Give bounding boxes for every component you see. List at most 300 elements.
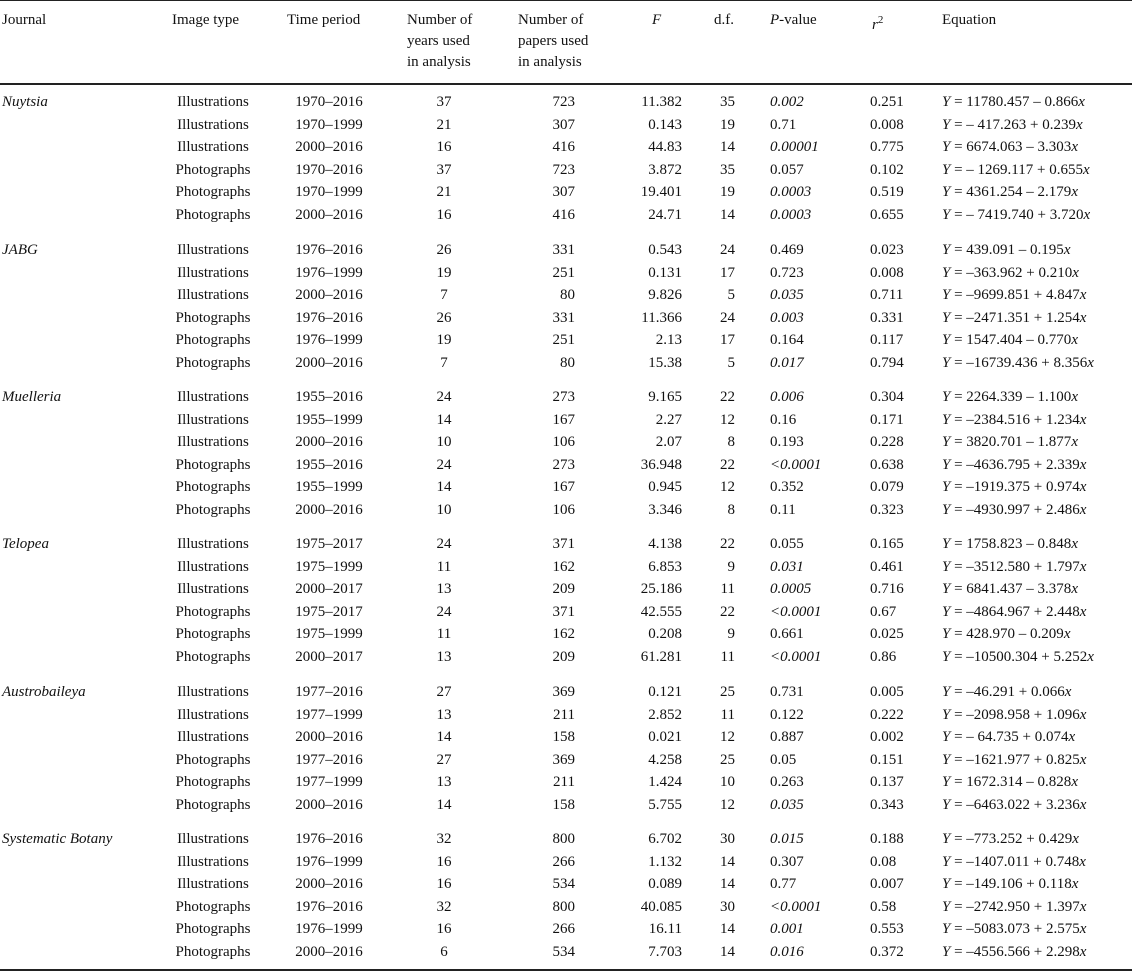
equation-x-symbol: x bbox=[1071, 876, 1079, 892]
r2-cell: 0.117 bbox=[870, 332, 904, 348]
equation-x-symbol: x bbox=[1071, 389, 1078, 405]
equation-cell bbox=[942, 330, 1078, 350]
r2-cell: 0.331 bbox=[870, 310, 904, 326]
journal-name: Austrobaileya bbox=[2, 684, 86, 700]
header-papers-line2: papers used bbox=[518, 33, 589, 49]
equation-body: = –10500.304 + 5.252 bbox=[950, 649, 1088, 665]
papers-cell: 251 bbox=[552, 265, 575, 281]
f-value-cell: 4.138 bbox=[648, 536, 682, 552]
equation-body: = –363.962 + 0.210 bbox=[950, 265, 1073, 281]
time-period-cell: 1955–2016 bbox=[295, 457, 363, 473]
years-cell: 27 bbox=[436, 752, 452, 768]
equation-body: = 6674.063 – 3.303 bbox=[950, 139, 1072, 155]
equation-x-symbol: x bbox=[1079, 854, 1086, 870]
header-p-suffix: -value bbox=[779, 12, 817, 28]
f-value-cell: 1.424 bbox=[648, 774, 682, 790]
f-value-cell: 1.132 bbox=[648, 854, 682, 870]
df-cell: 14 bbox=[720, 139, 735, 155]
p-value-cell: 0.193 bbox=[770, 434, 804, 450]
image-type-cell: Illustrations bbox=[177, 94, 249, 110]
equation-cell bbox=[942, 432, 1078, 452]
papers-cell: 273 bbox=[552, 389, 575, 405]
p-value-cell: 0.122 bbox=[770, 707, 804, 723]
years-cell: 27 bbox=[436, 684, 452, 700]
p-value-cell: <0.0001 bbox=[770, 899, 822, 915]
image-type-cell: Illustrations bbox=[177, 242, 249, 258]
r2-cell: 0.025 bbox=[870, 626, 904, 642]
equation-x-symbol: x bbox=[1064, 684, 1072, 700]
equation-y-symbol: Y bbox=[942, 831, 951, 847]
p-value-cell: 0.006 bbox=[770, 389, 804, 405]
r2-cell: 0.222 bbox=[870, 707, 904, 723]
r2-cell: 0.67 bbox=[870, 604, 897, 620]
f-value-cell: 40.085 bbox=[640, 899, 682, 915]
header-image-type: Image type bbox=[172, 12, 240, 28]
papers-cell: 369 bbox=[552, 752, 575, 768]
time-period-cell: 1977–1999 bbox=[295, 774, 363, 790]
equation-body: = – 7419.740 + 3.720 bbox=[950, 207, 1084, 223]
years-cell: 14 bbox=[436, 479, 452, 495]
papers-cell: 158 bbox=[552, 797, 575, 813]
equation-y-symbol: Y bbox=[942, 854, 951, 870]
equation-cell bbox=[942, 874, 1078, 894]
r2-cell: 0.638 bbox=[870, 457, 904, 473]
equation-body: = –16739.436 + 8.356 bbox=[950, 355, 1088, 371]
p-value-cell: 0.16 bbox=[770, 412, 797, 428]
r2-cell: 0.711 bbox=[870, 287, 904, 303]
equation-body: = –3512.580 + 1.797 bbox=[950, 559, 1080, 575]
image-type-cell: Photographs bbox=[175, 162, 251, 178]
f-value-cell: 61.281 bbox=[640, 649, 682, 665]
f-value-cell: 0.121 bbox=[648, 684, 682, 700]
p-value-cell: 0.0005 bbox=[770, 581, 812, 597]
f-value-cell: 3.872 bbox=[648, 162, 682, 178]
equation-y-symbol: Y bbox=[942, 117, 951, 133]
equation-body: = – 417.263 + 0.239 bbox=[950, 117, 1077, 133]
journal-name: Muelleria bbox=[2, 389, 62, 405]
p-value-cell: 0.164 bbox=[770, 332, 804, 348]
time-period-cell: 1975–2017 bbox=[295, 536, 363, 552]
image-type-cell: Illustrations bbox=[177, 581, 249, 597]
equation-x-symbol: x bbox=[1079, 707, 1087, 723]
years-cell: 16 bbox=[436, 876, 452, 892]
years-cell: 32 bbox=[436, 831, 452, 847]
time-period-cell: 2000–2016 bbox=[295, 797, 363, 813]
image-type-cell: Photographs bbox=[175, 921, 251, 937]
equation-body: = –4556.566 + 2.298 bbox=[950, 944, 1080, 960]
equation-x-symbol: x bbox=[1071, 581, 1078, 597]
papers-cell: 209 bbox=[552, 581, 575, 597]
f-value-cell: 6.702 bbox=[648, 831, 682, 847]
p-value-cell: 0.015 bbox=[770, 831, 804, 847]
equation-y-symbol: Y bbox=[942, 752, 951, 768]
header-time-period: Time period bbox=[287, 12, 361, 28]
years-cell: 16 bbox=[436, 921, 452, 937]
years-cell: 7 bbox=[440, 355, 448, 371]
equation-cell bbox=[942, 624, 1070, 644]
p-value-cell: 0.661 bbox=[770, 626, 804, 642]
papers-cell: 800 bbox=[552, 899, 575, 915]
image-type-cell: Illustrations bbox=[177, 831, 249, 847]
df-cell: 12 bbox=[720, 479, 735, 495]
r2-cell: 0.775 bbox=[870, 139, 904, 155]
equation-x-symbol: x bbox=[1079, 752, 1087, 768]
years-cell: 11 bbox=[436, 559, 452, 575]
equation-y-symbol: Y bbox=[942, 581, 951, 597]
equation-x-symbol: x bbox=[1079, 944, 1087, 960]
equation-body: = –2471.351 + 1.254 bbox=[950, 310, 1080, 326]
p-value-cell: 0.352 bbox=[770, 479, 804, 495]
equation-cell bbox=[942, 500, 1086, 520]
p-value-cell: 0.05 bbox=[770, 752, 797, 768]
header-f: F bbox=[652, 12, 662, 28]
years-cell: 13 bbox=[436, 707, 452, 723]
papers-cell: 331 bbox=[552, 242, 575, 258]
header-r-sup: 2 bbox=[877, 14, 884, 26]
years-cell: 21 bbox=[436, 184, 452, 200]
years-cell: 16 bbox=[436, 139, 452, 155]
df-cell: 22 bbox=[720, 389, 735, 405]
years-cell: 24 bbox=[436, 536, 452, 552]
years-cell: 6 bbox=[440, 944, 448, 960]
papers-cell: 534 bbox=[552, 876, 575, 892]
header-rule bbox=[0, 83, 1132, 85]
papers-cell: 416 bbox=[552, 139, 575, 155]
time-period-cell: 1975–2017 bbox=[295, 604, 363, 620]
equation-y-symbol: Y bbox=[942, 684, 951, 700]
header-years-line3: in analysis bbox=[407, 54, 471, 70]
image-type-cell: Illustrations bbox=[177, 854, 249, 870]
time-period-cell: 2000–2016 bbox=[295, 287, 363, 303]
equation-cell bbox=[942, 387, 1078, 407]
image-type-cell: Photographs bbox=[175, 752, 251, 768]
df-cell: 19 bbox=[720, 117, 735, 133]
f-value-cell: 0.208 bbox=[648, 626, 682, 642]
df-cell: 22 bbox=[720, 457, 735, 473]
p-value-cell: <0.0001 bbox=[770, 604, 822, 620]
equation-x-symbol: x bbox=[1079, 457, 1087, 473]
equation-x-symbol: x bbox=[1087, 355, 1094, 371]
equation-x-symbol: x bbox=[1071, 184, 1078, 200]
header-papers-line3: in analysis bbox=[518, 54, 582, 70]
years-cell: 37 bbox=[436, 94, 452, 110]
equation-cell bbox=[942, 897, 1086, 917]
years-cell: 14 bbox=[436, 412, 452, 428]
time-period-cell: 1976–2016 bbox=[295, 831, 363, 847]
equation-cell bbox=[942, 647, 1094, 667]
papers-cell: 80 bbox=[560, 287, 575, 303]
f-value-cell: 11.382 bbox=[641, 94, 682, 110]
equation-cell bbox=[942, 353, 1094, 373]
r2-cell: 0.102 bbox=[870, 162, 904, 178]
equation-body: = –2742.950 + 1.397 bbox=[950, 899, 1080, 915]
r2-cell: 0.002 bbox=[870, 729, 904, 745]
papers-cell: 416 bbox=[552, 207, 575, 223]
time-period-cell: 1976–2016 bbox=[295, 242, 363, 258]
f-value-cell: 2.852 bbox=[648, 707, 682, 723]
f-value-cell: 2.27 bbox=[655, 412, 682, 428]
df-cell: 14 bbox=[720, 876, 735, 892]
time-period-cell: 2000–2016 bbox=[295, 139, 363, 155]
years-cell: 26 bbox=[436, 310, 452, 326]
image-type-cell: Photographs bbox=[175, 626, 251, 642]
equation-y-symbol: Y bbox=[942, 139, 951, 155]
r2-cell: 0.304 bbox=[870, 389, 904, 405]
equation-x-symbol: x bbox=[1079, 287, 1087, 303]
f-value-cell: 0.021 bbox=[648, 729, 682, 745]
time-period-cell: 2000–2016 bbox=[295, 502, 363, 518]
years-cell: 16 bbox=[436, 854, 452, 870]
papers-cell: 307 bbox=[552, 117, 575, 133]
df-cell: 35 bbox=[720, 94, 735, 110]
equation-body: = –2098.958 + 1.096 bbox=[950, 707, 1080, 723]
equation-cell bbox=[942, 308, 1086, 328]
p-value-cell: 0.469 bbox=[770, 242, 804, 258]
equation-body: = 3820.701 – 1.877 bbox=[950, 434, 1072, 450]
p-value-cell: 0.263 bbox=[770, 774, 804, 790]
equation-x-symbol: x bbox=[1079, 479, 1087, 495]
papers-cell: 80 bbox=[560, 355, 575, 371]
image-type-cell: Illustrations bbox=[177, 139, 249, 155]
equation-cell bbox=[942, 455, 1086, 475]
journal-name: JABG bbox=[2, 242, 38, 258]
header-r2 bbox=[872, 10, 883, 36]
image-type-cell: Illustrations bbox=[177, 265, 249, 281]
image-type-cell: Photographs bbox=[175, 479, 251, 495]
equation-y-symbol: Y bbox=[942, 899, 951, 915]
equation-body: = 2264.339 – 1.100 bbox=[950, 389, 1072, 405]
equation-cell bbox=[942, 829, 1079, 849]
equation-y-symbol: Y bbox=[942, 479, 951, 495]
image-type-cell: Illustrations bbox=[177, 412, 249, 428]
p-value-cell: 0.0003 bbox=[770, 207, 812, 223]
p-value-cell: 0.057 bbox=[770, 162, 804, 178]
equation-y-symbol: Y bbox=[942, 797, 951, 813]
equation-x-symbol: x bbox=[1082, 162, 1090, 178]
f-value-cell: 0.131 bbox=[648, 265, 682, 281]
equation-cell bbox=[942, 795, 1086, 815]
df-cell: 14 bbox=[720, 854, 735, 870]
time-period-cell: 1955–1999 bbox=[295, 412, 363, 428]
equation-y-symbol: Y bbox=[942, 457, 951, 473]
time-period-cell: 2000–2016 bbox=[295, 944, 363, 960]
r2-cell: 0.171 bbox=[870, 412, 904, 428]
image-type-cell: Photographs bbox=[175, 649, 251, 665]
df-cell: 19 bbox=[720, 184, 735, 200]
equation-cell bbox=[942, 92, 1085, 112]
header-p-letter: P bbox=[770, 12, 780, 28]
p-value-cell: 0.0003 bbox=[770, 184, 812, 200]
p-value-cell: 0.055 bbox=[770, 536, 804, 552]
equation-x-symbol: x bbox=[1079, 412, 1087, 428]
equation-x-symbol: x bbox=[1087, 649, 1094, 665]
equation-cell bbox=[942, 727, 1075, 747]
df-cell: 25 bbox=[720, 752, 735, 768]
equation-cell bbox=[942, 115, 1083, 135]
f-value-cell: 0.089 bbox=[648, 876, 682, 892]
time-period-cell: 1976–1999 bbox=[295, 854, 363, 870]
r2-cell: 0.08 bbox=[870, 854, 897, 870]
equation-y-symbol: Y bbox=[942, 774, 951, 790]
f-value-cell: 5.755 bbox=[648, 797, 682, 813]
papers-cell: 331 bbox=[552, 310, 575, 326]
header-years-line1: Number of bbox=[407, 12, 473, 28]
equation-body: = 1547.404 – 0.770 bbox=[950, 332, 1072, 348]
equation-body: = –5083.073 + 2.575 bbox=[950, 921, 1080, 937]
df-cell: 35 bbox=[720, 162, 735, 178]
df-cell: 11 bbox=[720, 707, 735, 723]
header-r-letter: r bbox=[872, 17, 878, 33]
equation-x-symbol: x bbox=[1079, 797, 1087, 813]
r2-cell: 0.372 bbox=[870, 944, 904, 960]
header-papers bbox=[518, 10, 588, 73]
p-value-cell: 0.035 bbox=[770, 287, 804, 303]
r2-cell: 0.323 bbox=[870, 502, 904, 518]
p-value-cell: 0.307 bbox=[770, 854, 804, 870]
image-type-cell: Photographs bbox=[175, 355, 251, 371]
equation-body: = 4361.254 – 2.179 bbox=[950, 184, 1072, 200]
r2-cell: 0.188 bbox=[870, 831, 904, 847]
equation-body: = –46.291 + 0.066 bbox=[950, 684, 1065, 700]
r2-cell: 0.008 bbox=[870, 265, 904, 281]
papers-cell: 369 bbox=[552, 684, 575, 700]
equation-cell bbox=[942, 772, 1078, 792]
p-value-cell: 0.11 bbox=[770, 502, 796, 518]
image-type-cell: Illustrations bbox=[177, 434, 249, 450]
r2-cell: 0.461 bbox=[870, 559, 904, 575]
equation-body: = –6463.022 + 3.236 bbox=[950, 797, 1080, 813]
equation-x-symbol: x bbox=[1079, 559, 1087, 575]
r2-cell: 0.165 bbox=[870, 536, 904, 552]
equation-x-symbol: x bbox=[1079, 310, 1087, 326]
df-cell: 8 bbox=[727, 502, 735, 518]
equation-y-symbol: Y bbox=[942, 434, 951, 450]
years-cell: 7 bbox=[440, 287, 448, 303]
time-period-cell: 1976–1999 bbox=[295, 921, 363, 937]
time-period-cell: 1955–1999 bbox=[295, 479, 363, 495]
papers-cell: 158 bbox=[552, 729, 575, 745]
df-cell: 12 bbox=[720, 729, 735, 745]
years-cell: 13 bbox=[436, 774, 452, 790]
equation-cell bbox=[942, 602, 1086, 622]
equation-y-symbol: Y bbox=[942, 604, 951, 620]
r2-cell: 0.005 bbox=[870, 684, 904, 700]
equation-cell bbox=[942, 240, 1070, 260]
years-cell: 19 bbox=[436, 332, 452, 348]
years-cell: 24 bbox=[436, 457, 452, 473]
image-type-cell: Illustrations bbox=[177, 684, 249, 700]
years-cell: 32 bbox=[436, 899, 452, 915]
p-value-cell: 0.003 bbox=[770, 310, 804, 326]
image-type-cell: Photographs bbox=[175, 944, 251, 960]
equation-x-symbol: x bbox=[1071, 332, 1078, 348]
p-value-cell: 0.016 bbox=[770, 944, 804, 960]
r2-cell: 0.86 bbox=[870, 649, 897, 665]
equation-y-symbol: Y bbox=[942, 94, 951, 110]
papers-cell: 273 bbox=[552, 457, 575, 473]
papers-cell: 162 bbox=[552, 559, 575, 575]
equation-cell bbox=[942, 579, 1078, 599]
papers-cell: 723 bbox=[552, 162, 575, 178]
years-cell: 37 bbox=[436, 162, 452, 178]
equation-body: = –4636.795 + 2.339 bbox=[950, 457, 1080, 473]
papers-cell: 209 bbox=[552, 649, 575, 665]
equation-y-symbol: Y bbox=[942, 536, 951, 552]
df-cell: 22 bbox=[720, 536, 735, 552]
equation-cell bbox=[942, 285, 1086, 305]
bottom-rule bbox=[0, 969, 1132, 971]
r2-cell: 0.079 bbox=[870, 479, 904, 495]
r2-cell: 0.023 bbox=[870, 242, 904, 258]
f-value-cell: 11.366 bbox=[641, 310, 682, 326]
f-value-cell: 9.826 bbox=[648, 287, 682, 303]
journal-name: Telopea bbox=[2, 536, 49, 552]
equation-y-symbol: Y bbox=[942, 626, 951, 642]
df-cell: 12 bbox=[720, 797, 735, 813]
p-value-cell: 0.731 bbox=[770, 684, 804, 700]
equation-body: = –773.252 + 0.429 bbox=[950, 831, 1073, 847]
equation-y-symbol: Y bbox=[942, 265, 951, 281]
time-period-cell: 1977–2016 bbox=[295, 752, 363, 768]
papers-cell: 723 bbox=[552, 94, 575, 110]
df-cell: 10 bbox=[720, 774, 735, 790]
df-cell: 14 bbox=[720, 207, 735, 223]
equation-y-symbol: Y bbox=[942, 389, 951, 405]
f-value-cell: 2.07 bbox=[655, 434, 682, 450]
equation-x-symbol: x bbox=[1071, 434, 1078, 450]
years-cell: 13 bbox=[436, 581, 452, 597]
f-value-cell: 6.853 bbox=[648, 559, 682, 575]
f-value-cell: 7.703 bbox=[648, 944, 682, 960]
equation-x-symbol: x bbox=[1072, 265, 1079, 281]
time-period-cell: 1977–2016 bbox=[295, 684, 363, 700]
equation-y-symbol: Y bbox=[942, 707, 951, 723]
r2-cell: 0.58 bbox=[870, 899, 897, 915]
image-type-cell: Photographs bbox=[175, 332, 251, 348]
equation-y-symbol: Y bbox=[942, 412, 951, 428]
header-years bbox=[407, 10, 472, 73]
equation-cell bbox=[942, 137, 1078, 157]
equation-cell bbox=[942, 942, 1086, 962]
equation-body: = –1407.011 + 0.748 bbox=[950, 854, 1080, 870]
time-period-cell: 1977–1999 bbox=[295, 707, 363, 723]
equation-y-symbol: Y bbox=[942, 944, 951, 960]
equation-body: = –1621.977 + 0.825 bbox=[950, 752, 1080, 768]
papers-cell: 251 bbox=[552, 332, 575, 348]
equation-x-symbol: x bbox=[1078, 94, 1085, 110]
image-type-cell: Photographs bbox=[175, 797, 251, 813]
equation-body: = –149.106 + 0.118 bbox=[950, 876, 1072, 892]
equation-x-symbol: x bbox=[1063, 626, 1071, 642]
df-cell: 25 bbox=[720, 684, 735, 700]
time-period-cell: 2000–2016 bbox=[295, 729, 363, 745]
equation-x-symbol: x bbox=[1079, 899, 1087, 915]
equation-cell bbox=[942, 705, 1086, 725]
equation-y-symbol: Y bbox=[942, 559, 951, 575]
equation-body: = 428.970 – 0.209 bbox=[950, 626, 1064, 642]
header-df: d.f. bbox=[714, 12, 734, 28]
equation-y-symbol: Y bbox=[942, 184, 951, 200]
equation-y-symbol: Y bbox=[942, 876, 951, 892]
time-period-cell: 2000–2016 bbox=[295, 355, 363, 371]
f-value-cell: 0.143 bbox=[648, 117, 682, 133]
equation-cell bbox=[942, 534, 1078, 554]
time-period-cell: 1976–2016 bbox=[295, 310, 363, 326]
time-period-cell: 1955–2016 bbox=[295, 389, 363, 405]
r2-cell: 0.137 bbox=[870, 774, 904, 790]
equation-y-symbol: Y bbox=[942, 287, 951, 303]
equation-cell bbox=[942, 477, 1086, 497]
